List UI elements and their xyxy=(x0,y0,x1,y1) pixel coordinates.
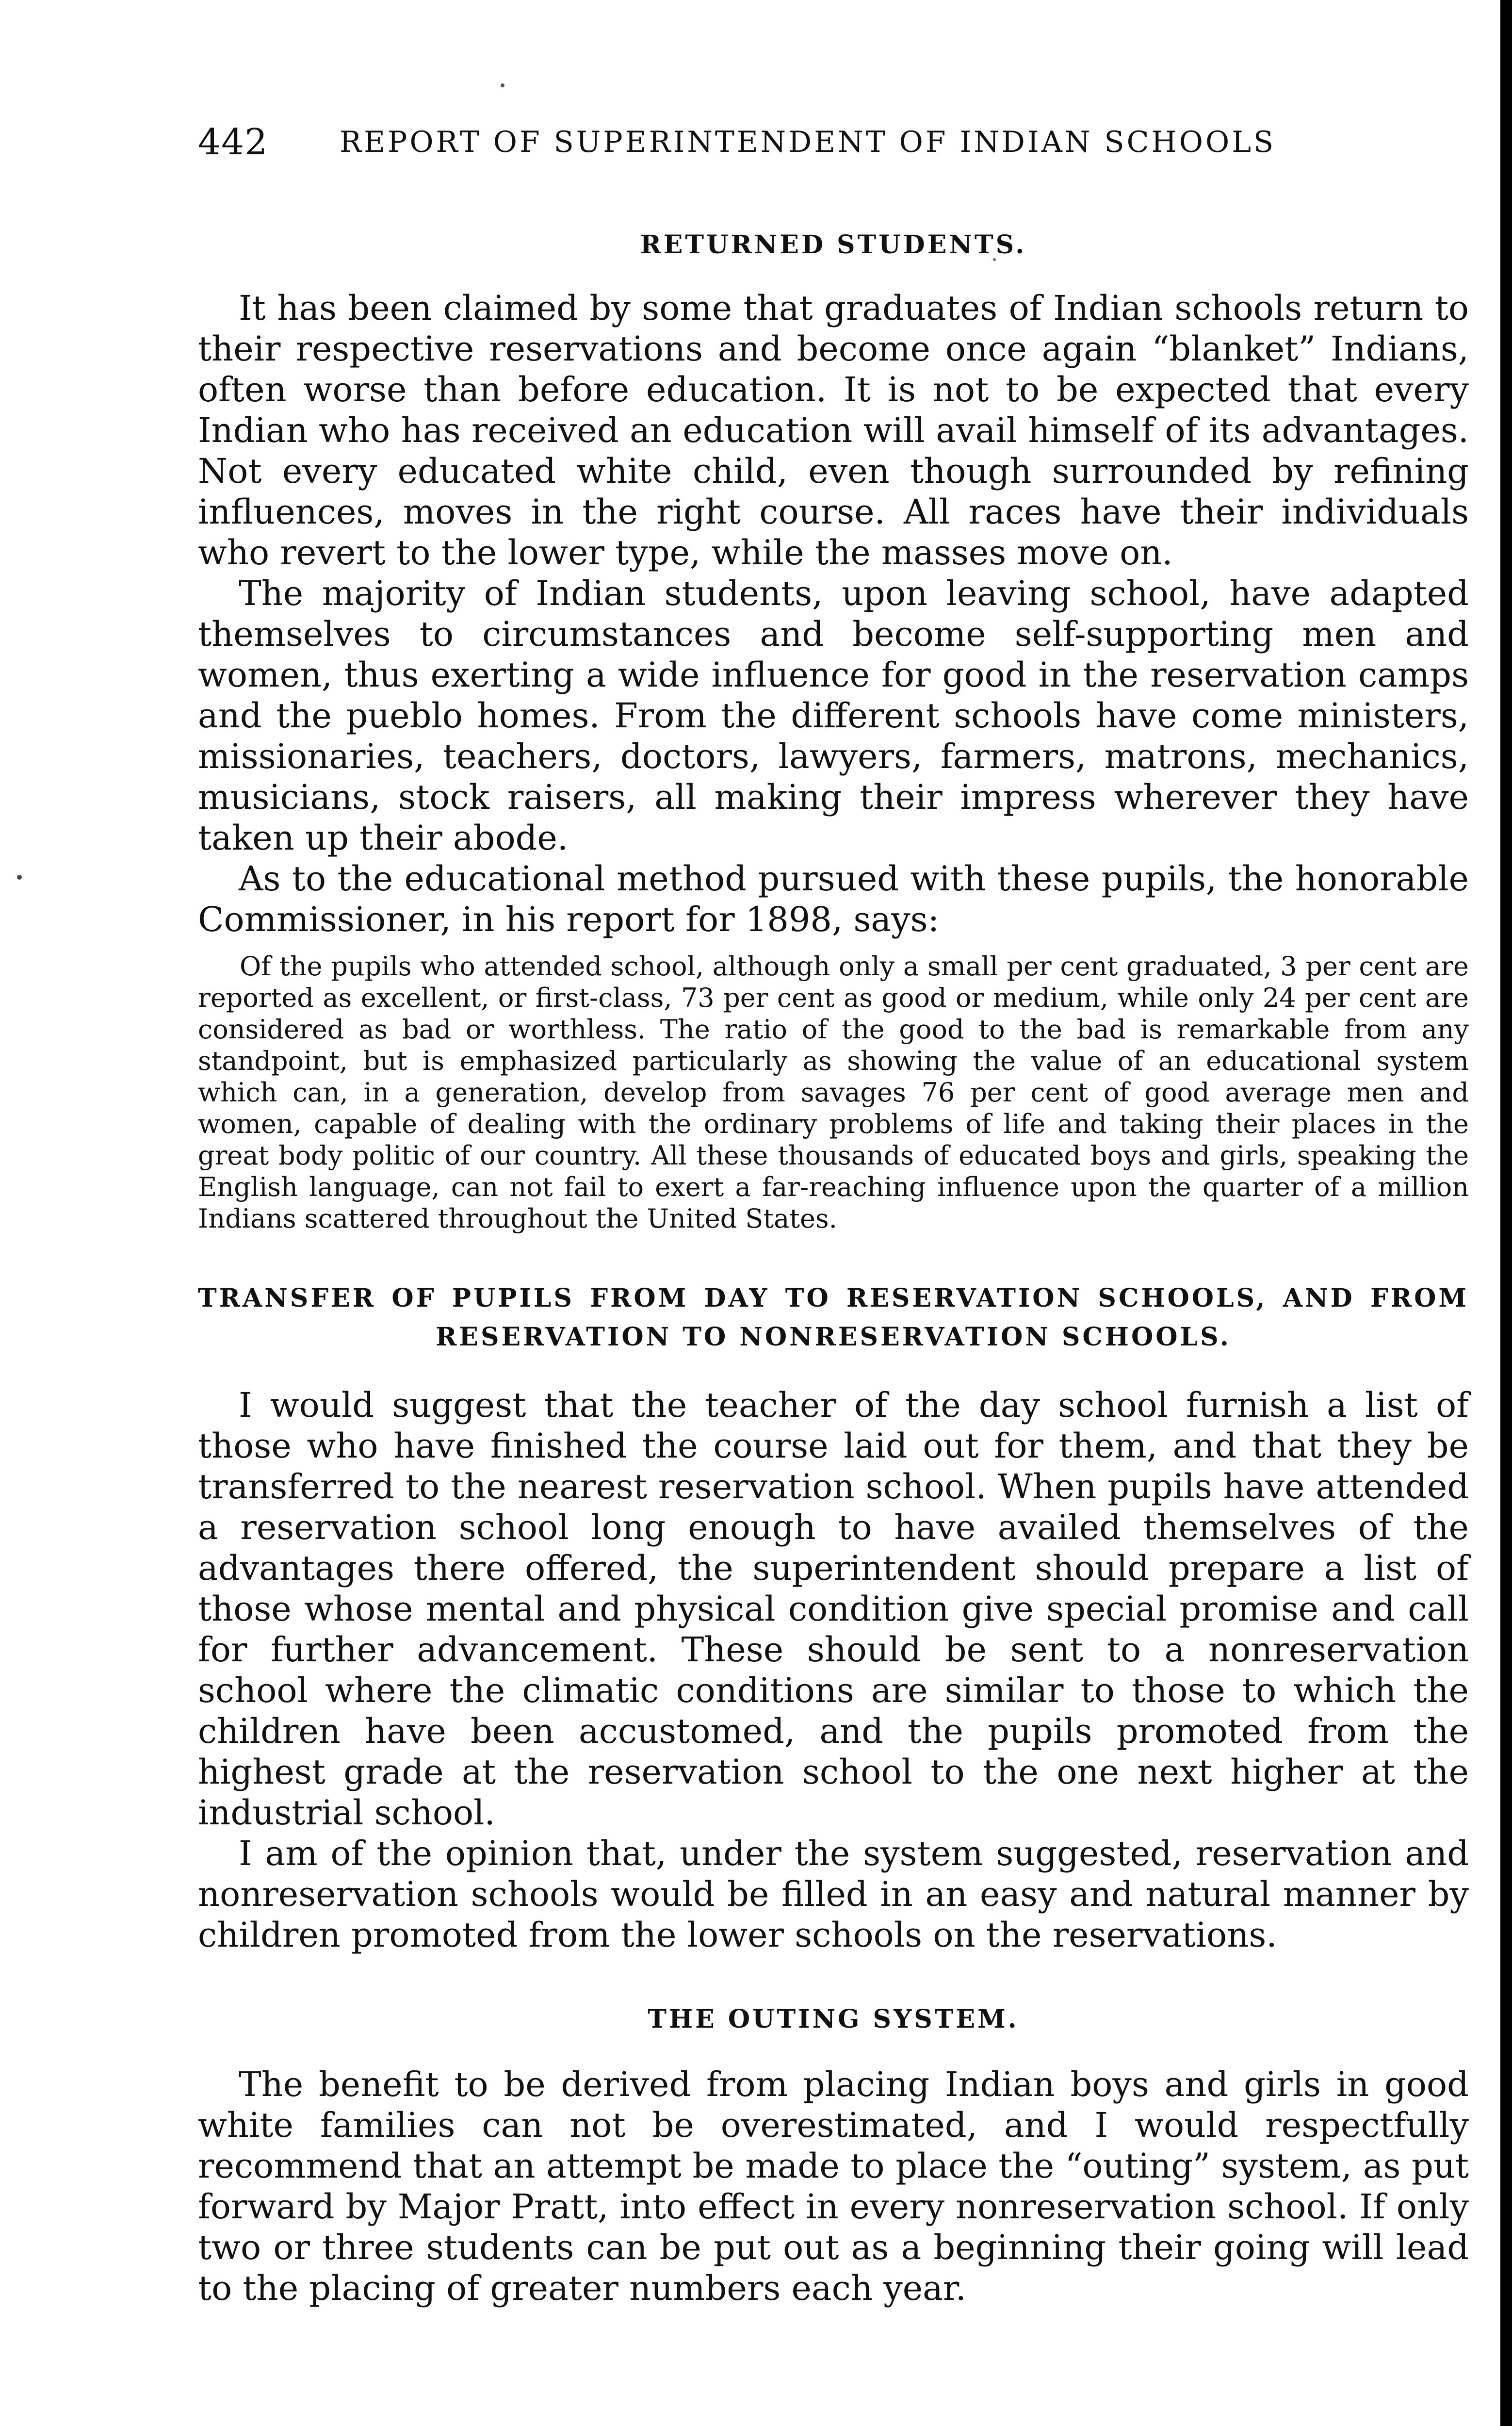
document-page xyxy=(198,116,1469,2309)
body-paragraph: It has been claimed by some that graduates of Indian schools return to their respective reservations and become once again “blanket” Indians, often worse than before education. It is not to be expected that every Indian who has received an education will avail himself of its advantages. Not every educated white child, even though surrounded by refining influences, moves in the right course. All races have their individuals who revert to the lower type, while the masses move on. xyxy=(198,288,1469,573)
scan-border-right xyxy=(1500,0,1512,2426)
scan-speck xyxy=(501,83,504,87)
body-paragraph: I would suggest that the teacher of the day school furnish a list of those who have finished the course laid out for them, and that they be transferred to the nearest reservation school. When pupils have attended a reservation school long enough to have availed themselves of the advantages there offered, the superintendent should prepare a list of those whose mental and physical condition give special promise and call for further advancement. These should be sent to a nonreservation school where the climatic conditions are similar to those to which the children have been accustomed, and the pupils promoted from the highest grade at the reservation school to the one next higher at the industrial school. xyxy=(198,1385,1469,1833)
running-head-title: REPORT OF SUPERINTENDENT OF INDIAN SCHOOLS xyxy=(340,125,1276,159)
scan-speck xyxy=(17,875,22,880)
body-paragraph: The majority of Indian students, upon leaving school, have adapted themselves to circumstances and become self-supporting men and women, thus exerting a wide influence for good in the reservation camps and the pueblo homes. From the different schools have come ministers, missionaries, teachers, doctors, lawyers, farmers, matrons, mechanics, musicians, stock raisers, all making their impress wherever they have taken up their abode. xyxy=(198,574,1469,858)
running-head xyxy=(198,116,1469,163)
block-quote: Of the pupils who attended school, although only a small per cent graduated, 3 per cent are reported as excellent, or first-class, 73 per cent as good or medium, while only 24 per cent are considered as bad or worthless. The ratio of the good to the bad is remarkable from any standpoint, but is emphasized particularly as showing the value of an educational system which can, in a generation, develop from savages 76 per cent of good average men and women, capable of dealing with the ordinary problems of life and taking their places in the great body politic of our country. All these thousands of educated boys and girls, speaking the English language, can not fail to exert a far-reaching influence upon the quarter of a million Indians scattered throughout the United States. xyxy=(198,951,1469,1234)
page-number: 442 xyxy=(198,121,268,163)
section-heading-outing-system: THE OUTING SYSTEM. xyxy=(648,2004,1019,2034)
body-paragraph: I am of the opinion that, under the system suggested, reservation and nonreservation schools would be filled in an easy and natural manner by children promoted from the lower schools on the reservations. xyxy=(198,1834,1469,1955)
section-heading-returned-students: RETURNED STUDENTS. xyxy=(640,230,1027,260)
body-paragraph: The benefit to be derived from placing Indian boys and girls in good white families can not be overestimated, and I would respectfully recommend that an attempt be made to place the “outing” system, as put forward by Major Pratt, into effect in every nonreservation school. If only two or three students can be put out as a beginning their going will lead to the placing of greater numbers each year. xyxy=(198,2065,1469,2308)
body-paragraph: As to the educational method pursued with these pupils, the honorable Commissioner, in his report for 1898, says: xyxy=(198,859,1469,939)
section-heading-transfer-of-pupils: TRANSFER OF PUPILS FROM DAY TO RESERVATION SCHOOLS, AND FROM RESERVATION TO NONRESERVATION SCHOOLS. xyxy=(198,1283,1469,1352)
